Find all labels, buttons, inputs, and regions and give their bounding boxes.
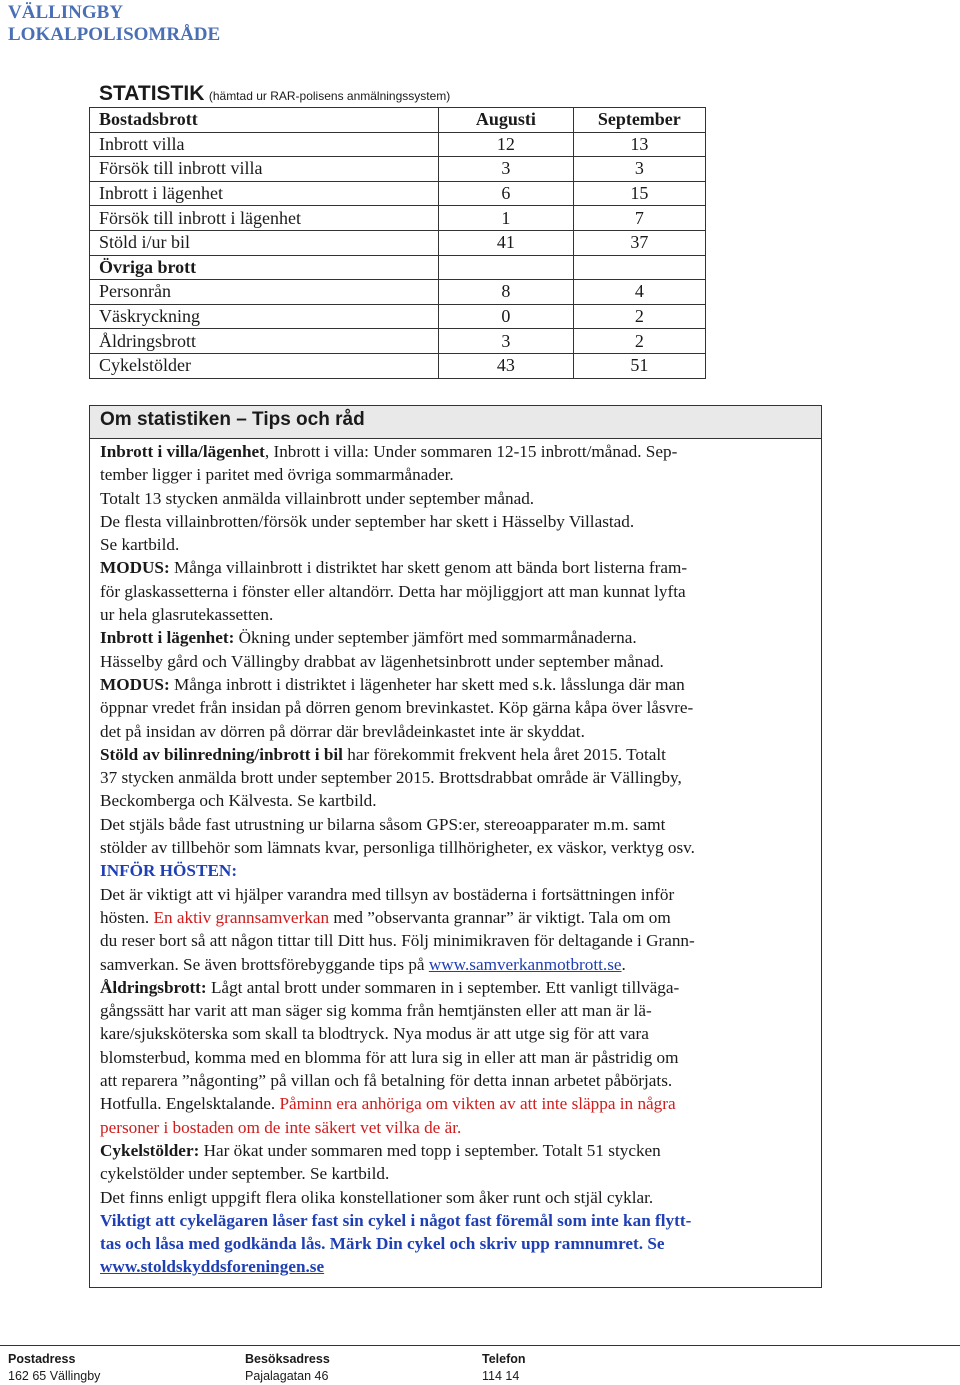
- statistik-title: STATISTIK: [99, 82, 205, 105]
- bold-label: Stöld av bilinredning/inbrott i bil: [100, 744, 343, 764]
- paragraph-line: för glaskassetterna i fönster eller altandörr. Detta har möjliggjort att man kunnat lyfta: [100, 581, 686, 601]
- paragraph-line: [100, 440, 811, 463]
- paragraph-line: Det finns enligt uppgift flera olika konstellationer som åker runt och stjäl cyklar.: [100, 1187, 654, 1207]
- table-header-cell: Augusti: [439, 108, 573, 133]
- statistik-heading: [99, 82, 450, 106]
- paragraph-line: [100, 673, 811, 696]
- table-cell: 7: [573, 206, 705, 231]
- samverkan-link[interactable]: www.samverkanmotbrott.se: [428, 954, 622, 974]
- text: Många villainbrott i distriktet har skett genom att bända bort listerna fram-: [169, 558, 688, 578]
- table-cell: Stöld i/ur bil: [90, 230, 439, 255]
- paragraph-line: blomsterbud, komma med en blomma för att lura sig in eller att man är påstridig om: [100, 1047, 679, 1067]
- table-row: [90, 304, 706, 329]
- paragraph-line: [100, 1209, 811, 1232]
- paragraph-line: du reser bort så att någon tittar till Ditt hus. Följ minimikraven för deltagande i Grann-: [100, 931, 695, 951]
- table-cell: [573, 255, 705, 280]
- paragraph-line: kare/sjuksköterska som skall ta blodtryck. Nya modus är att utge sig för att vara: [100, 1024, 649, 1044]
- table-cell: [439, 255, 573, 280]
- bold-label: Inbrott i lägenhet:: [100, 628, 235, 648]
- highlight-text: En aktiv grannsamverkan: [153, 907, 330, 927]
- table-cell: 3: [439, 329, 573, 354]
- paragraph-line: [100, 1255, 811, 1278]
- highlight-text: Påminn era anhöriga om vikten av att inte släppa in några: [279, 1094, 676, 1114]
- table-cell: Åldringsbrott: [90, 329, 439, 354]
- table-cell: 1: [439, 206, 573, 231]
- footer-telefon: [482, 1351, 526, 1385]
- bold-label: INFÖR HÖSTEN:: [100, 861, 238, 881]
- paragraph-line: Det är viktigt att vi hjälper varandra med tillsyn av bostäderna i fortsättningen inför: [100, 884, 675, 904]
- table-cell: Inbrott i lägenhet: [90, 181, 439, 206]
- table-cell: 3: [439, 157, 573, 182]
- bold-text: tas och låsa med godkända lås. Märk Din cykel och skriv upp ramnumret. Se: [100, 1234, 665, 1254]
- table-cell: 8: [439, 280, 573, 305]
- table-row: [90, 206, 706, 231]
- table-cell: 51: [573, 353, 705, 378]
- footer-divider: [0, 1345, 960, 1346]
- bold-label: Cykelstölder:: [100, 1140, 200, 1160]
- table-header-cell: September: [573, 108, 705, 133]
- table-row: [90, 181, 706, 206]
- paragraph-line: [100, 626, 811, 649]
- statistics-table: [89, 107, 706, 379]
- paragraph-line: [100, 1092, 811, 1115]
- text: Har ökat under sommaren med topp i september. Totalt 51 stycken: [199, 1140, 661, 1160]
- info-heading: Om statistiken – Tips och råd: [90, 406, 821, 439]
- table-row: [90, 280, 706, 305]
- table-cell: 2: [573, 329, 705, 354]
- text: har förekommit frekvent hela året 2015. Totalt: [342, 744, 666, 764]
- text: .: [621, 954, 626, 974]
- table-row: [90, 329, 706, 354]
- table-cell: 3: [573, 157, 705, 182]
- footer-label: Besöksadress: [245, 1352, 330, 1366]
- header-line-1: VÄLLINGBY: [8, 2, 124, 23]
- table-cell: Inbrott villa: [90, 132, 439, 157]
- footer-postadress: [8, 1351, 100, 1385]
- paragraph-line: Hässelby gård och Vällingby drabbat av lägenhetsinbrott under september månad.: [100, 651, 664, 671]
- paragraph-line: [100, 953, 811, 976]
- paragraph-line: Beckomberga och Kälvesta. Se kartbild.: [100, 791, 377, 811]
- statistik-subtitle: (hämtad ur RAR-polisens anmälningssystem): [208, 89, 451, 103]
- paragraph-line: gångssätt har varit att man säger sig komma från hemtjänsten eller att man är lä-: [100, 1001, 652, 1021]
- paragraph-line: [100, 1232, 811, 1255]
- header-line-2: LOKALPOLISOMRÅDE: [8, 24, 221, 45]
- text: Många inbrott i distriktet i lägenheter har skett med s.k. låsslunga där man: [169, 674, 685, 694]
- paragraph-line: [100, 906, 811, 929]
- text: Hotfulla. Engelsktalande.: [100, 1094, 280, 1114]
- footer-label: Telefon: [482, 1352, 526, 1366]
- paragraph-line: 37 stycken anmälda brott under september 2015. Brottsdrabbat område är Vällingby,: [100, 768, 682, 788]
- paragraph-line: De flesta villainbrotten/försök under september har skett i Hässelby Villastad.: [100, 511, 635, 531]
- footer-besoksadress: [245, 1351, 330, 1385]
- paragraph-line: [100, 556, 811, 579]
- table-row: [90, 353, 706, 378]
- paragraph-line: Totalt 13 stycken anmälda villainbrott under september månad.: [100, 488, 535, 508]
- paragraph-line: personer i bostaden om de inte säkert vet vilka de är.: [100, 1117, 462, 1137]
- table-header-row: [90, 108, 706, 133]
- info-box: [89, 405, 822, 1288]
- footer-label: Postadress: [8, 1352, 76, 1366]
- table-cell: Övriga brott: [90, 255, 439, 280]
- text: hösten.: [100, 907, 154, 927]
- table-cell: Försök till inbrott villa: [90, 157, 439, 182]
- table-cell: 15: [573, 181, 705, 206]
- paragraph-line: [100, 1139, 811, 1162]
- paragraph-line: [100, 976, 811, 999]
- table-cell: Cykelstölder: [90, 353, 439, 378]
- paragraph-line: stölder av tillbehör som lämnats kvar, personliga tillhörigheter, ex väskor, verktyg osv.: [100, 838, 695, 858]
- section-heading: [100, 859, 811, 882]
- bold-label: Inbrott i villa/lägenhet: [100, 442, 265, 461]
- table-cell: 37: [573, 230, 705, 255]
- paragraph-line: att reparera ”någonting” på villan och få betalning för detta innan arbetet påbörjats.: [100, 1071, 673, 1091]
- text: , Inbrott i villa: Under sommaren 12-15 inbrott/månad. Sep-: [264, 442, 678, 461]
- table-cell: Väskryckning: [90, 304, 439, 329]
- text: samverkan. Se även brottsförebyggande tips på: [100, 954, 429, 974]
- table-cell: 13: [573, 132, 705, 157]
- bold-label: Åldringsbrott:: [100, 977, 207, 997]
- table-cell: 12: [439, 132, 573, 157]
- text: med ”observanta grannar” är viktigt. Tala om om: [329, 907, 671, 927]
- table-section-row: [90, 255, 706, 280]
- table-row: [90, 132, 706, 157]
- text: Lågt antal brott under sommaren in i september. Ett vanligt tillväga-: [206, 977, 680, 997]
- table-row: [90, 230, 706, 255]
- paragraph-line: [100, 743, 811, 766]
- paragraph-line: tember ligger i paritet med övriga sommarmånader.: [100, 465, 454, 485]
- table-cell: 43: [439, 353, 573, 378]
- table-cell: 0: [439, 304, 573, 329]
- bold-text: Viktigt att cykelägaren låser fast sin cykel i något fast föremål som inte kan flytt-: [100, 1210, 692, 1230]
- footer-value: Pajalagatan 46: [245, 1369, 329, 1383]
- table-cell: 41: [439, 230, 573, 255]
- paragraph-line: öppnar vredet från insidan på dörren genom brevinkastet. Köp gärna kåpa över låsvre-: [100, 698, 694, 718]
- footer-value: 114 14: [482, 1369, 520, 1383]
- table-cell: 2: [573, 304, 705, 329]
- text: Ökning under september jämfört med sommarmånaderna.: [234, 628, 637, 648]
- paragraph-line: cykelstölder under september. Se kartbild.: [100, 1164, 390, 1184]
- paragraph-line: ur hela glasrutekassetten.: [100, 605, 274, 625]
- paragraph-line: Det stjäls både fast utrustning ur bilarna såsom GPS:er, stereoapparater m.m. samt: [100, 814, 666, 834]
- table-cell: Försök till inbrott i lägenhet: [90, 206, 439, 231]
- footer-value: 162 65 Vällingby: [8, 1369, 101, 1383]
- bold-label: MODUS:: [100, 674, 170, 694]
- info-body: [90, 439, 821, 1279]
- table-cell: 6: [439, 181, 573, 206]
- table-header-cell: Bostadsbrott: [90, 108, 439, 133]
- table-cell: Personrån: [90, 280, 439, 305]
- header-title: [8, 2, 220, 46]
- paragraph-line: Se kartbild.: [100, 535, 180, 555]
- table-cell: 4: [573, 280, 705, 305]
- paragraph-line: det på insidan av dörren på dörrar där brevlådeinkastet inte är skyddat.: [100, 721, 585, 741]
- bold-label: MODUS:: [100, 558, 170, 578]
- stoldskydd-link[interactable]: www.stoldskyddsforeningen.se: [100, 1257, 325, 1277]
- table-row: [90, 157, 706, 182]
